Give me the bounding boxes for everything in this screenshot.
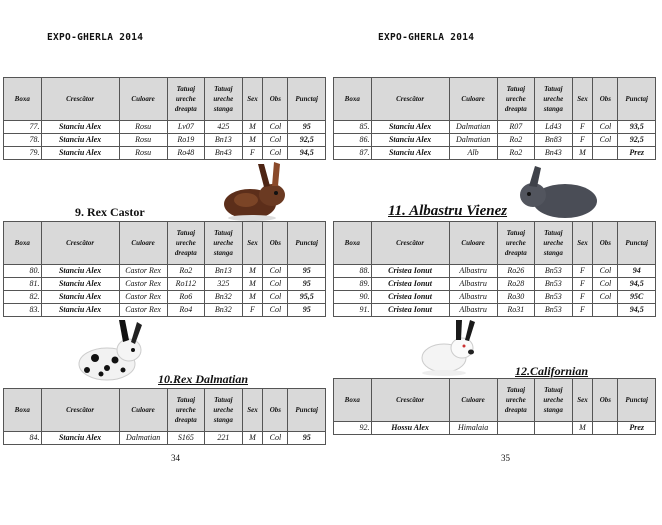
- col-tatuaj-dreapta-cell: S165: [167, 432, 205, 445]
- brown-rabbit-photo: [222, 160, 292, 222]
- col-punctaj-cell: 95: [288, 121, 326, 134]
- col-boxa-cell: 89.: [334, 278, 372, 291]
- col-tatuaj-dreapta-cell: Ro30: [497, 291, 535, 304]
- col-punctaj-cell: Prez: [618, 147, 656, 160]
- col-tatuaj-dreapta-header: Tatuaj ureche dreapta: [167, 389, 205, 432]
- table-row: [4, 121, 326, 134]
- col-crescator-cell: Stanciu Alex: [41, 291, 119, 304]
- col-culoare-cell: Rosu: [119, 134, 167, 147]
- col-sex-cell: F: [572, 265, 593, 278]
- col-boxa-cell: 77.: [4, 121, 42, 134]
- col-punctaj-cell: 95C: [618, 291, 656, 304]
- col-tatuaj-stanga-header: Tatuaj ureche stanga: [205, 222, 243, 265]
- section-title-californian: 12.Californian: [515, 364, 589, 378]
- col-tatuaj-stanga-cell: Bn53: [535, 265, 573, 278]
- table-row: [334, 278, 656, 291]
- col-tatuaj-stanga-cell: [535, 422, 573, 435]
- col-obs-cell: [593, 422, 618, 435]
- col-obs-cell: Col: [263, 291, 288, 304]
- table-albastru-vienez: [333, 221, 656, 317]
- col-crescator-cell: Stanciu Alex: [41, 278, 119, 291]
- col-punctaj-header: Punctaj: [288, 389, 326, 432]
- col-punctaj-cell: Prez: [618, 422, 656, 435]
- col-punctaj-cell: 95: [288, 278, 326, 291]
- col-culoare-cell: Himalaia: [449, 422, 497, 435]
- col-culoare-cell: Alb: [449, 147, 497, 160]
- col-obs-cell: Col: [593, 278, 618, 291]
- col-tatuaj-stanga-cell: 325: [205, 278, 243, 291]
- table-row: [4, 304, 326, 317]
- col-crescator-cell: Stanciu Alex: [41, 121, 119, 134]
- col-culoare-cell: Castor Rex: [119, 291, 167, 304]
- col-crescator-cell: Stanciu Alex: [41, 147, 119, 160]
- col-sex-cell: F: [572, 304, 593, 317]
- col-crescator-cell: Cristea Ionut: [371, 291, 449, 304]
- table-rex-castor: [3, 221, 326, 317]
- table-header-row: [4, 222, 326, 265]
- col-tatuaj-dreapta-cell: Lv07: [167, 121, 205, 134]
- col-tatuaj-dreapta-cell: R07: [497, 121, 535, 134]
- col-punctaj-header: Punctaj: [288, 78, 326, 121]
- col-crescator-cell: Stanciu Alex: [371, 134, 449, 147]
- col-culoare-cell: Dalmatian: [119, 432, 167, 445]
- col-culoare-cell: Rosu: [119, 147, 167, 160]
- col-sex-header: Sex: [242, 389, 263, 432]
- col-tatuaj-stanga-cell: Bn13: [205, 265, 243, 278]
- col-punctaj-header: Punctaj: [288, 222, 326, 265]
- table-row: [334, 265, 656, 278]
- col-culoare-cell: Castor Rex: [119, 278, 167, 291]
- col-boxa-header: Boxa: [4, 78, 42, 121]
- col-sex-header: Sex: [242, 78, 263, 121]
- col-crescator-cell: Stanciu Alex: [41, 265, 119, 278]
- col-punctaj-cell: 94,5: [618, 304, 656, 317]
- col-boxa-header: Boxa: [334, 379, 372, 422]
- page-number-right: 35: [501, 453, 510, 463]
- col-obs-cell: Col: [263, 147, 288, 160]
- col-obs-cell: Col: [263, 304, 288, 317]
- col-sex-cell: F: [242, 304, 263, 317]
- col-punctaj-cell: 94: [618, 265, 656, 278]
- table-dalmatian-alb: [333, 77, 656, 160]
- col-crescator-cell: Hossu Alex: [371, 422, 449, 435]
- section-title-albastru-vienez: 11. Albastru Vienez: [388, 203, 508, 219]
- col-obs-header: Obs: [593, 222, 618, 265]
- col-culoare-cell: Rosu: [119, 121, 167, 134]
- col-culoare-header: Culoare: [449, 78, 497, 121]
- col-culoare-cell: Dalmatian: [449, 121, 497, 134]
- col-crescator-cell: Stanciu Alex: [41, 432, 119, 445]
- col-punctaj-cell: 94,5: [618, 278, 656, 291]
- table-header-row: [4, 78, 326, 121]
- table-header-row: [4, 389, 326, 432]
- table-row: [334, 147, 656, 160]
- table-header-row: [334, 222, 656, 265]
- col-tatuaj-dreapta-cell: Ro2: [497, 134, 535, 147]
- col-boxa-header: Boxa: [334, 78, 372, 121]
- col-punctaj-cell: 95: [288, 304, 326, 317]
- col-punctaj-header: Punctaj: [618, 222, 656, 265]
- col-punctaj-cell: 92,5: [618, 134, 656, 147]
- col-tatuaj-stanga-header: Tatuaj ureche stanga: [205, 78, 243, 121]
- table-header-row: [334, 379, 656, 422]
- col-obs-cell: Col: [263, 134, 288, 147]
- col-obs-cell: Col: [593, 265, 618, 278]
- col-tatuaj-stanga-cell: Bn32: [205, 304, 243, 317]
- page-header-left: EXPO-GHERLA 2014: [47, 32, 144, 43]
- col-culoare-cell: Albastru: [449, 304, 497, 317]
- col-tatuaj-stanga-header: Tatuaj ureche stanga: [205, 389, 243, 432]
- col-tatuaj-dreapta-cell: Ro6: [167, 291, 205, 304]
- col-obs-cell: Col: [263, 265, 288, 278]
- col-punctaj-cell: 95,5: [288, 291, 326, 304]
- col-sex-header: Sex: [242, 222, 263, 265]
- col-culoare-cell: Albastru: [449, 265, 497, 278]
- col-crescator-header: Crescător: [41, 222, 119, 265]
- col-obs-cell: Col: [593, 291, 618, 304]
- col-crescator-cell: Stanciu Alex: [41, 134, 119, 147]
- table-californian: [333, 378, 656, 435]
- col-obs-header: Obs: [263, 389, 288, 432]
- col-boxa-header: Boxa: [334, 222, 372, 265]
- col-sex-cell: M: [242, 265, 263, 278]
- table-row: [334, 422, 656, 435]
- table-row: [334, 291, 656, 304]
- col-sex-cell: M: [242, 432, 263, 445]
- col-tatuaj-dreapta-header: Tatuaj ureche dreapta: [497, 379, 535, 422]
- table-row: [334, 134, 656, 147]
- col-tatuaj-dreapta-cell: [497, 422, 535, 435]
- col-sex-cell: M: [572, 147, 593, 160]
- table-row: [4, 278, 326, 291]
- col-tatuaj-stanga-header: Tatuaj ureche stanga: [535, 78, 573, 121]
- col-culoare-cell: Castor Rex: [119, 304, 167, 317]
- col-punctaj-cell: 95: [288, 265, 326, 278]
- col-obs-cell: Col: [263, 432, 288, 445]
- col-sex-cell: F: [242, 147, 263, 160]
- col-tatuaj-dreapta-cell: Ro31: [497, 304, 535, 317]
- col-obs-header: Obs: [593, 78, 618, 121]
- col-sex-cell: M: [242, 121, 263, 134]
- col-crescator-header: Crescător: [371, 222, 449, 265]
- col-boxa-cell: 84.: [4, 432, 42, 445]
- col-tatuaj-dreapta-cell: Ro19: [167, 134, 205, 147]
- col-tatuaj-dreapta-cell: Ro28: [497, 278, 535, 291]
- col-crescator-cell: Cristea Ionut: [371, 304, 449, 317]
- col-tatuaj-dreapta-cell: Ro112: [167, 278, 205, 291]
- table-row: [4, 291, 326, 304]
- col-tatuaj-stanga-cell: Bn53: [535, 304, 573, 317]
- col-boxa-cell: 81.: [4, 278, 42, 291]
- col-boxa-header: Boxa: [4, 222, 42, 265]
- table-rosu: [3, 77, 326, 160]
- table-rex-dalmatian: [3, 388, 326, 445]
- col-tatuaj-stanga-cell: Bn53: [535, 278, 573, 291]
- table-row: [4, 134, 326, 147]
- col-sex-cell: M: [572, 422, 593, 435]
- col-tatuaj-dreapta-cell: Ro2: [497, 147, 535, 160]
- col-tatuaj-dreapta-cell: Ro48: [167, 147, 205, 160]
- col-culoare-header: Culoare: [119, 222, 167, 265]
- col-boxa-cell: 78.: [4, 134, 42, 147]
- table-row: [334, 304, 656, 317]
- col-obs-cell: [593, 304, 618, 317]
- col-sex-cell: F: [572, 134, 593, 147]
- col-punctaj-cell: 93,5: [618, 121, 656, 134]
- col-culoare-header: Culoare: [119, 78, 167, 121]
- col-boxa-cell: 80.: [4, 265, 42, 278]
- col-crescator-cell: Stanciu Alex: [41, 304, 119, 317]
- table-row: [334, 121, 656, 134]
- col-crescator-cell: Cristea Ionut: [371, 278, 449, 291]
- col-tatuaj-stanga-cell: 425: [205, 121, 243, 134]
- col-boxa-cell: 83.: [4, 304, 42, 317]
- table-header-row: [334, 78, 656, 121]
- col-tatuaj-stanga-cell: Ld43: [535, 121, 573, 134]
- col-tatuaj-dreapta-cell: Ro2: [167, 265, 205, 278]
- col-obs-header: Obs: [263, 78, 288, 121]
- col-sex-cell: M: [242, 291, 263, 304]
- col-culoare-cell: Albastru: [449, 291, 497, 304]
- col-tatuaj-stanga-header: Tatuaj ureche stanga: [535, 379, 573, 422]
- col-boxa-cell: 86.: [334, 134, 372, 147]
- col-boxa-cell: 87.: [334, 147, 372, 160]
- col-tatuaj-stanga-cell: Bn43: [535, 147, 573, 160]
- col-obs-header: Obs: [263, 222, 288, 265]
- col-tatuaj-stanga-cell: Bn13: [205, 134, 243, 147]
- col-crescator-header: Crescător: [371, 379, 449, 422]
- col-boxa-cell: 91.: [334, 304, 372, 317]
- col-boxa-cell: 82.: [4, 291, 42, 304]
- col-punctaj-cell: 94,5: [288, 147, 326, 160]
- col-culoare-header: Culoare: [119, 389, 167, 432]
- col-boxa-cell: 85.: [334, 121, 372, 134]
- col-obs-cell: [593, 147, 618, 160]
- col-sex-header: Sex: [572, 379, 593, 422]
- col-punctaj-header: Punctaj: [618, 78, 656, 121]
- col-crescator-cell: Cristea Ionut: [371, 265, 449, 278]
- blue-rabbit-photo: [515, 165, 600, 220]
- col-culoare-cell: Castor Rex: [119, 265, 167, 278]
- col-crescator-cell: Stanciu Alex: [371, 147, 449, 160]
- col-culoare-cell: Albastru: [449, 278, 497, 291]
- col-crescator-header: Crescător: [371, 78, 449, 121]
- col-sex-cell: M: [242, 134, 263, 147]
- col-tatuaj-dreapta-header: Tatuaj ureche dreapta: [167, 78, 205, 121]
- col-culoare-header: Culoare: [449, 379, 497, 422]
- col-tatuaj-stanga-header: Tatuaj ureche stanga: [535, 222, 573, 265]
- dalmatian-rabbit-photo: [75, 318, 150, 384]
- col-culoare-header: Culoare: [449, 222, 497, 265]
- col-tatuaj-stanga-cell: Bn83: [535, 134, 573, 147]
- page-header-right: EXPO-GHERLA 2014: [378, 32, 475, 43]
- col-sex-cell: F: [572, 291, 593, 304]
- col-obs-header: Obs: [593, 379, 618, 422]
- col-sex-header: Sex: [572, 78, 593, 121]
- col-boxa-cell: 79.: [4, 147, 42, 160]
- table-row: [4, 265, 326, 278]
- col-crescator-header: Crescător: [41, 78, 119, 121]
- col-boxa-header: Boxa: [4, 389, 42, 432]
- col-obs-cell: Col: [263, 278, 288, 291]
- table-row: [4, 432, 326, 445]
- page-number-left: 34: [171, 453, 180, 463]
- col-punctaj-header: Punctaj: [618, 379, 656, 422]
- californian-rabbit-photo: [418, 318, 486, 376]
- col-sex-cell: F: [572, 121, 593, 134]
- col-sex-cell: M: [242, 278, 263, 291]
- col-tatuaj-dreapta-header: Tatuaj ureche dreapta: [497, 222, 535, 265]
- col-tatuaj-dreapta-header: Tatuaj ureche dreapta: [497, 78, 535, 121]
- section-title-rex-dalmatian: 10.Rex Dalmatian: [158, 372, 249, 386]
- col-crescator-header: Crescător: [41, 389, 119, 432]
- col-punctaj-cell: 95: [288, 432, 326, 445]
- col-crescator-cell: Stanciu Alex: [371, 121, 449, 134]
- col-tatuaj-stanga-cell: Bn32: [205, 291, 243, 304]
- table-row: [4, 147, 326, 160]
- col-obs-cell: Col: [593, 121, 618, 134]
- col-boxa-cell: 88.: [334, 265, 372, 278]
- col-boxa-cell: 90.: [334, 291, 372, 304]
- section-title-rex-castor: 9. Rex Castor: [75, 205, 145, 219]
- col-tatuaj-dreapta-cell: Ro26: [497, 265, 535, 278]
- col-sex-header: Sex: [572, 222, 593, 265]
- col-sex-cell: F: [572, 278, 593, 291]
- col-punctaj-cell: 92,5: [288, 134, 326, 147]
- col-tatuaj-dreapta-cell: Ro4: [167, 304, 205, 317]
- col-culoare-cell: Dalmatian: [449, 134, 497, 147]
- col-tatuaj-stanga-cell: Bn43: [205, 147, 243, 160]
- col-obs-cell: Col: [593, 134, 618, 147]
- col-obs-cell: Col: [263, 121, 288, 134]
- col-tatuaj-stanga-cell: Bn53: [535, 291, 573, 304]
- col-tatuaj-dreapta-header: Tatuaj ureche dreapta: [167, 222, 205, 265]
- col-boxa-cell: 92.: [334, 422, 372, 435]
- col-tatuaj-stanga-cell: 221: [205, 432, 243, 445]
